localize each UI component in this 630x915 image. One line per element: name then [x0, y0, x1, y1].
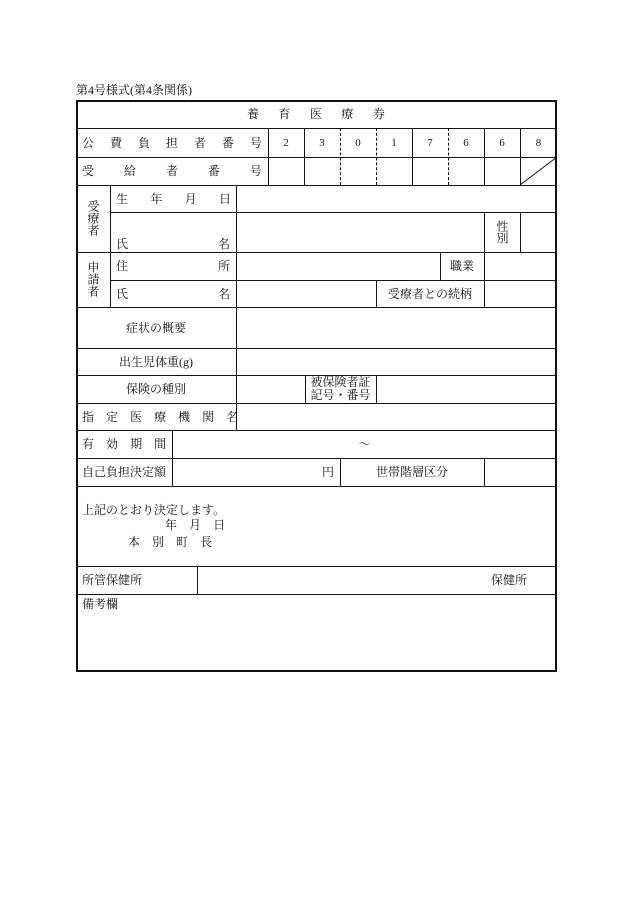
label-character — [96, 136, 108, 150]
label-character: 長 — [200, 535, 213, 549]
label-character — [214, 410, 226, 424]
label-character — [167, 192, 179, 206]
applicant-section-label: 申請者 — [86, 261, 100, 297]
public-expense-number-digit: 1 — [391, 136, 397, 149]
label-character: 号 — [249, 164, 262, 178]
label-character: 氏 — [116, 237, 129, 251]
label-character — [187, 164, 199, 178]
remarks-area — [78, 612, 555, 670]
insurance-type-label: 保険の種別 — [125, 382, 186, 396]
label-character: 日 — [213, 518, 226, 532]
remarks-label: 備考欄 — [82, 597, 119, 611]
insurance-card-label — [305, 375, 376, 403]
label-character: 年 — [165, 518, 178, 532]
label-character — [118, 410, 130, 424]
label-character — [188, 535, 200, 549]
label-character — [164, 535, 176, 549]
label-character — [208, 136, 220, 150]
applicant-name-label — [116, 280, 230, 307]
medical-care-voucher-form — [76, 100, 557, 672]
birthdate-field — [237, 186, 557, 212]
household-class-label: 世帯階層区分 — [375, 465, 448, 479]
birthdate-label — [116, 185, 231, 212]
birth-weight-label: 出生児体重(g) — [119, 354, 193, 369]
label-character: 医 — [130, 409, 143, 424]
label-character — [140, 535, 152, 549]
insurance-card-label-line2: 記号・番号 — [310, 388, 371, 402]
label-character — [166, 410, 178, 424]
relationship-field — [485, 281, 557, 307]
public-expense-number-digit: 6 — [463, 136, 469, 149]
issuer-name — [128, 535, 213, 549]
label-character: 本 — [128, 535, 141, 549]
label-character — [236, 136, 248, 150]
label-character: 名 — [226, 409, 239, 424]
decision-statement: 上記のとおり決定します。 — [82, 503, 226, 517]
validity-period-separator: ～ — [358, 437, 371, 451]
insurance-card-number-field — [377, 376, 557, 403]
label-character — [177, 518, 189, 532]
copayment-field — [173, 459, 323, 486]
label-character — [103, 164, 115, 178]
label-character: 療 — [154, 409, 167, 424]
label-character — [357, 107, 369, 121]
public-expense-number-digit: 8 — [535, 136, 542, 149]
patient-name-field — [237, 213, 484, 252]
birth-weight-field — [237, 349, 557, 375]
public-expense-number-digit: 7 — [427, 136, 433, 149]
label-character: 券 — [372, 107, 385, 121]
diagonal-slash — [520, 157, 557, 185]
label-character: 番 — [207, 164, 220, 178]
label-character: 番 — [221, 135, 234, 150]
symptoms-field — [237, 308, 557, 348]
address-label — [116, 252, 230, 280]
label-character — [94, 437, 106, 451]
label-character: 担 — [165, 135, 178, 150]
sex-field — [521, 213, 557, 252]
patient-section — [76, 200, 110, 236]
table-rule — [76, 594, 557, 595]
label-character: 年 — [150, 191, 163, 206]
label-character: 療 — [341, 107, 354, 121]
label-character: 効 — [106, 437, 119, 451]
label-character: 生 — [116, 191, 129, 206]
form-number: 第4号様式(第4条関係) — [76, 83, 192, 97]
label-character — [202, 192, 214, 206]
relationship-label: 受療者との続柄 — [387, 286, 472, 301]
label-character — [294, 107, 306, 121]
label-character: 間 — [154, 437, 167, 451]
label-character — [167, 287, 179, 301]
address-field — [237, 253, 440, 280]
patient-name-label — [116, 237, 230, 251]
label-character: 月 — [184, 191, 197, 206]
occupation-label: 職業 — [449, 259, 474, 273]
decision-date — [165, 518, 226, 532]
label-character: 給 — [123, 164, 136, 178]
public-expense-number-digit: 6 — [499, 136, 505, 149]
label-character — [142, 410, 154, 424]
validity-period-label — [82, 430, 165, 458]
label-character: 期 — [130, 437, 143, 451]
label-character — [118, 437, 130, 451]
copayment-label: 自己負担決定額 — [82, 465, 167, 479]
label-character: 者 — [193, 135, 206, 150]
health-center-field — [198, 567, 488, 594]
sex-cell — [484, 212, 520, 252]
label-character: 者 — [165, 164, 178, 178]
label-character: 住 — [116, 259, 129, 273]
designated-institution-field — [237, 404, 557, 430]
recipient-number-field — [269, 158, 520, 185]
label-character: 名 — [217, 286, 230, 301]
label-character — [180, 136, 192, 150]
label-character: 育 — [278, 107, 291, 121]
health-center-suffix: 保健所 — [491, 573, 528, 587]
label-character — [190, 410, 202, 424]
label-character — [133, 192, 145, 206]
label-character — [142, 437, 154, 451]
label-character: 定 — [106, 409, 119, 424]
label-character: 月 — [189, 518, 202, 532]
table-rule — [110, 185, 111, 307]
label-character: 医 — [309, 107, 322, 121]
label-character: 公 — [82, 135, 95, 150]
label-character: 機 — [178, 409, 191, 424]
label-character — [263, 107, 275, 121]
label-character: 町 — [176, 535, 189, 549]
insurance-card-label-line1: 被保険者証 — [310, 375, 371, 389]
label-character: 所 — [217, 259, 230, 273]
label-character: 負 — [137, 135, 150, 150]
symptoms-label: 症状の概要 — [125, 320, 186, 335]
patient-section-label: 受療者 — [86, 200, 100, 236]
label-character — [201, 518, 213, 532]
label-character — [229, 164, 241, 178]
label-character: 養 — [247, 107, 260, 121]
copayment-unit: 円 — [322, 465, 335, 479]
label-character — [124, 136, 136, 150]
public-expense-number-label — [82, 128, 262, 157]
label-character: 指 — [82, 409, 95, 424]
health-center-label: 所管保健所 — [82, 573, 143, 587]
occupation-field — [485, 253, 557, 280]
label-character — [167, 237, 179, 251]
label-character — [326, 107, 338, 121]
label-character — [94, 410, 106, 424]
label-character: 別 — [152, 535, 165, 549]
label-character: 氏 — [116, 286, 129, 301]
label-character: 費 — [109, 135, 122, 150]
sex-label: 性別 — [495, 220, 509, 244]
insurance-type-field — [237, 376, 305, 403]
table-rule — [76, 486, 557, 487]
public-expense-number-digit: 3 — [319, 136, 325, 149]
household-class-field — [485, 459, 557, 486]
label-character — [152, 136, 164, 150]
applicant-name-field — [237, 281, 376, 307]
designated-institution-label — [82, 403, 239, 430]
label-character: 日 — [218, 191, 231, 206]
form-title — [247, 100, 385, 128]
label-character: 名 — [217, 237, 230, 251]
label-character — [167, 259, 179, 273]
public-expense-number-digit: 2 — [283, 136, 289, 149]
recipient-number-label — [82, 157, 262, 185]
label-character — [145, 164, 157, 178]
label-character: 受 — [82, 164, 95, 178]
label-character: 号 — [249, 135, 262, 150]
label-character: 関 — [202, 409, 215, 424]
public-expense-number-digit: 0 — [355, 136, 361, 149]
label-character: 有 — [82, 437, 95, 451]
applicant-section — [76, 261, 110, 297]
